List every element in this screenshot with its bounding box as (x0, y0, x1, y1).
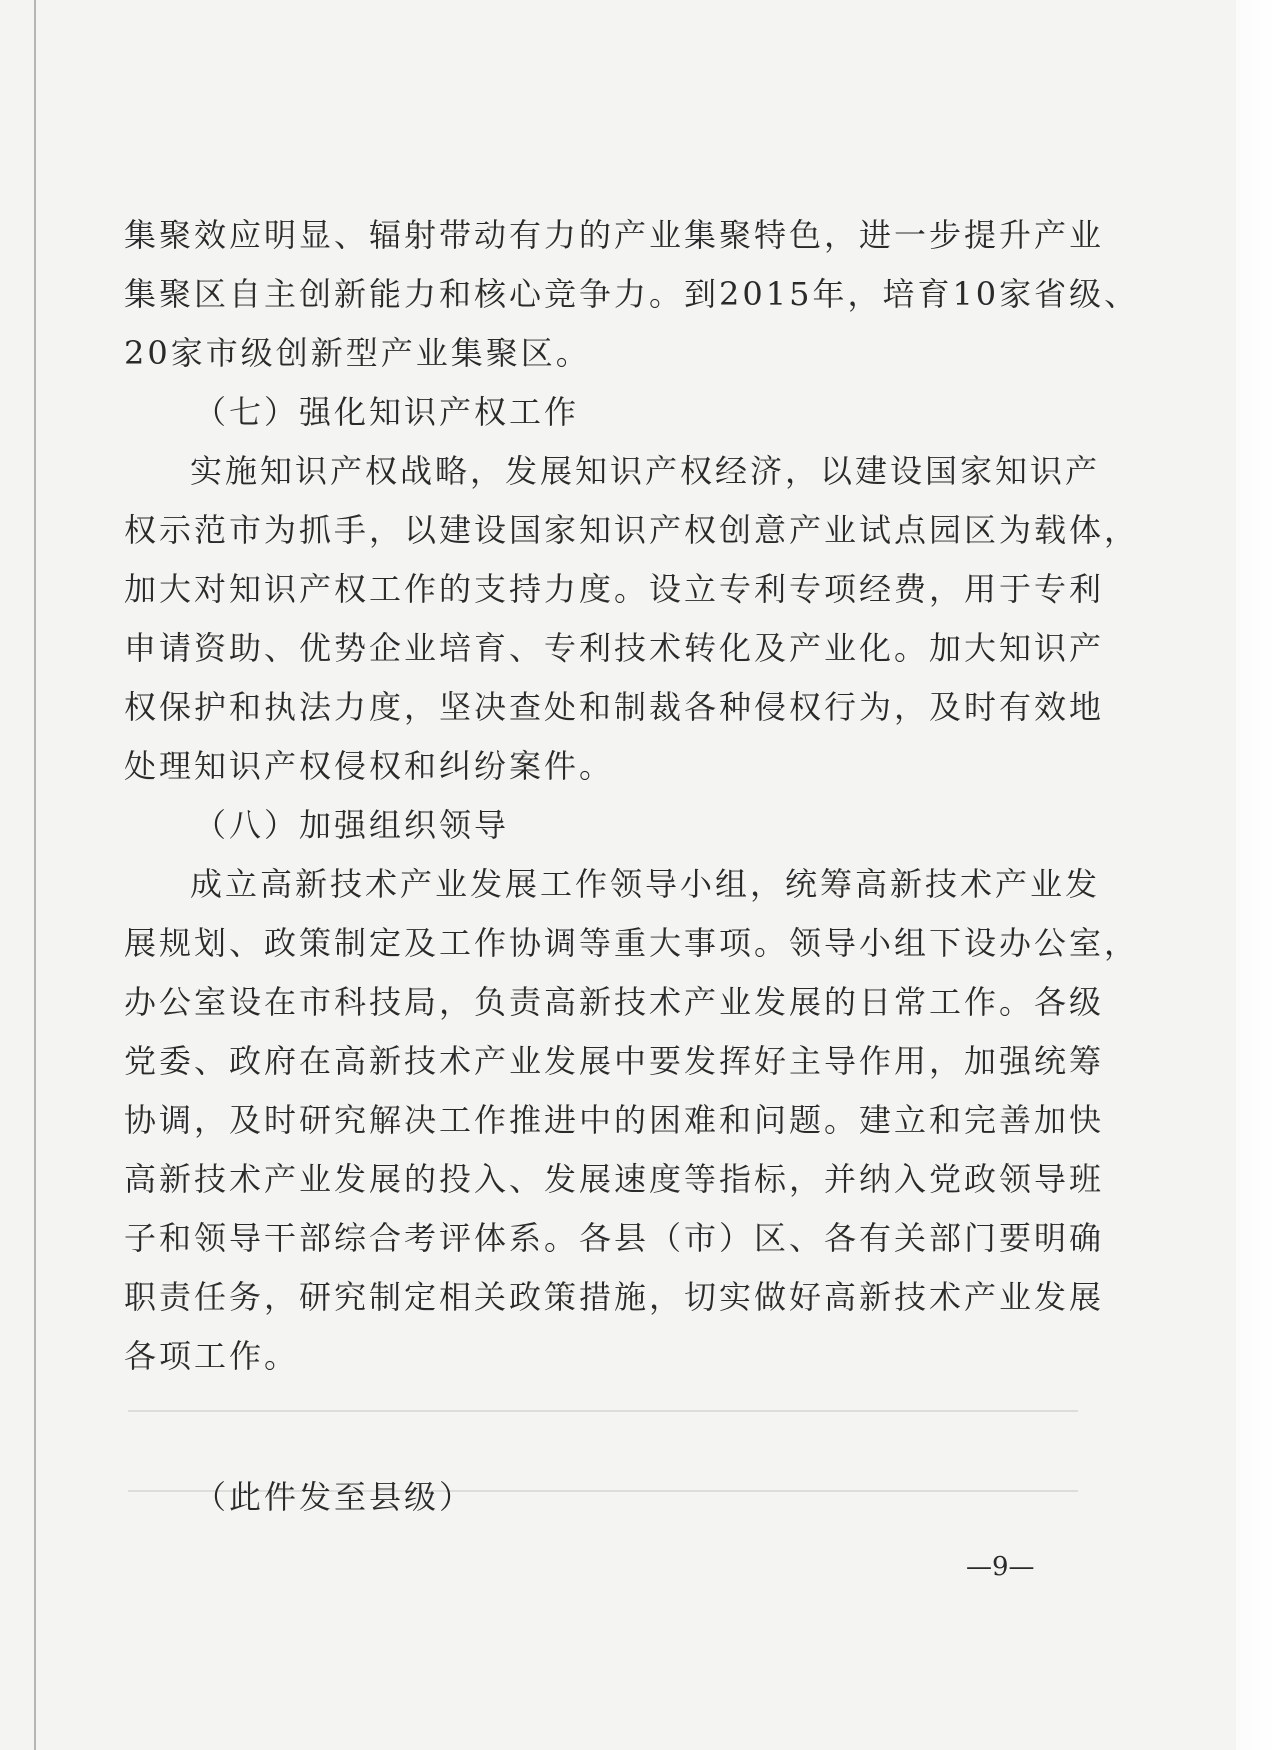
section-heading-leadership (124, 796, 1079, 855)
paragraph-cluster-features (124, 206, 1140, 383)
scan-edge-margin (1236, 0, 1275, 1750)
text-line: 协调，及时研究解决工作推进中的困难和问题。建立和完善加快 (124, 1101, 1105, 1139)
text-line: 高新技术产业发展的投入、发展速度等指标，并纳入党政领导班 (124, 1160, 1105, 1198)
text-line: 展规划、政策制定及工作协调等重大事项。领导小组下设办公室， (124, 924, 1140, 962)
text-line: 加大对知识产权工作的支持力度。设立专利专项经费，用于专利 (124, 570, 1105, 608)
distribution-note: （此件发至县级） (194, 1478, 475, 1516)
text-line: 党委、政府在高新技术产业发展中要发挥好主导作用，加强统筹 (124, 1042, 1105, 1080)
scan-edge-shadow (34, 0, 36, 1750)
text-line: 权示范市为抓手，以建设国家知识产权创意产业试点园区为载体， (124, 511, 1140, 549)
text-line: 办公室设在市科技局，负责高新技术产业发展的日常工作。各级 (124, 983, 1105, 1021)
paragraph-intellectual-property (124, 442, 1140, 796)
document-body (124, 206, 1140, 1386)
section-heading-ip (124, 383, 1079, 442)
text-line: 实施知识产权战略，发展知识产权经济，以建设国家知识产 (190, 452, 1101, 490)
text-line: 20家市级创新型产业集聚区。 (124, 334, 591, 372)
text-line: 集聚效应明显、辐射带动有力的产业集聚特色，进一步提升产业 (124, 216, 1105, 254)
section-heading: （七）强化知识产权工作 (194, 393, 580, 431)
page-number: —9— (966, 1552, 1035, 1582)
text-line: 申请资助、优势企业培育、专利技术转化及产业化。加大知识产 (124, 629, 1105, 667)
text-line: 子和领导干部综合考评体系。各县（市）区、各有关部门要明确 (124, 1219, 1105, 1257)
text-line: 各项工作。 (124, 1337, 300, 1375)
text-line: 职责任务，研究制定相关政策措施，切实做好高新技术产业发展 (124, 1278, 1105, 1316)
paragraph-organization-leadership (124, 855, 1140, 1386)
text-line: 成立高新技术产业发展工作领导小组，统筹高新技术产业发 (190, 865, 1101, 903)
text-line: 处理知识产权侵权和纠纷案件。 (124, 747, 615, 785)
text-line: 权保护和执法力度，坚决查处和制裁各种侵权行为，及时有效地 (124, 688, 1105, 726)
section-heading: （八）加强组织领导 (194, 806, 510, 844)
text-line: 集聚区自主创新能力和核心竞争力。到2015年，培育10家省级、 (124, 275, 1140, 313)
